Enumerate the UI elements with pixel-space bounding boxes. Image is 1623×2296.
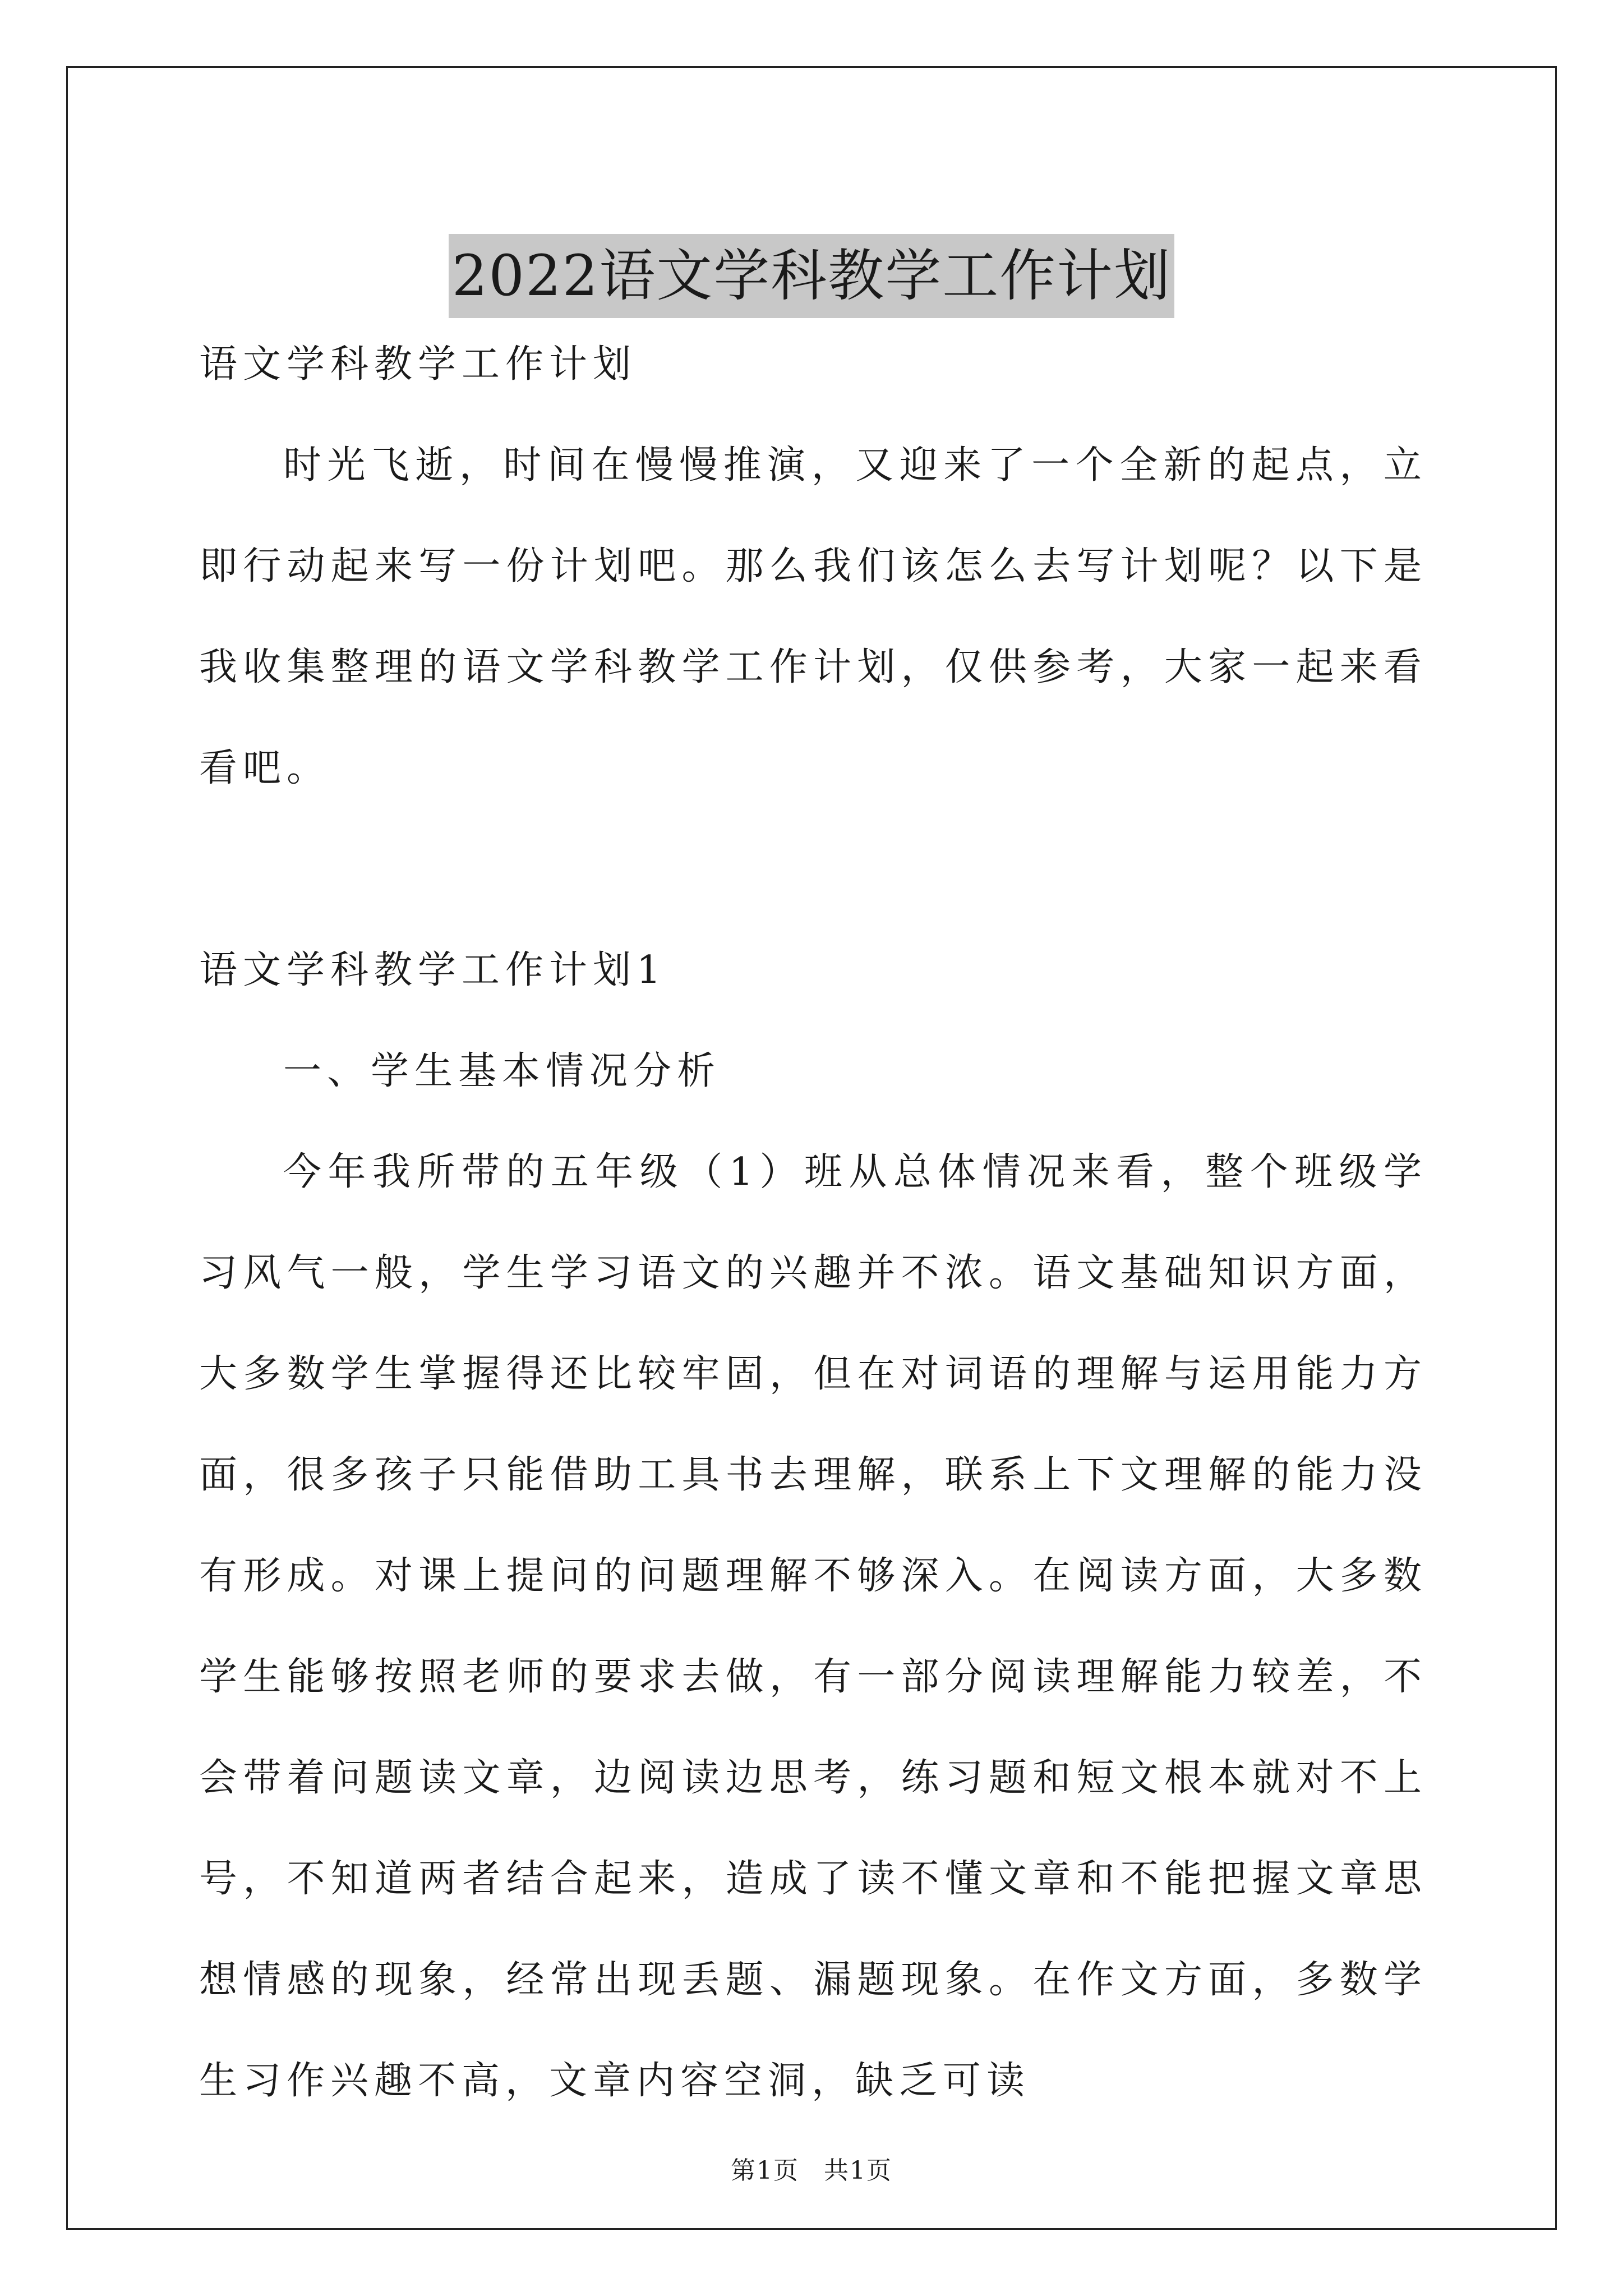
subtitle: 语文学科教学工作计划: [199, 342, 637, 386]
document-body: [199, 314, 1427, 2132]
page-footer: [0, 2154, 1623, 2188]
paragraph-gap: [199, 819, 1427, 920]
document-title: 2022语文学科教学工作计划: [449, 234, 1175, 318]
page-number: 第1页: [731, 2156, 799, 2185]
subsection-title: 一、学生基本情况分析: [283, 1049, 721, 1093]
section-title: 语文学科教学工作计划1: [199, 948, 667, 992]
page-count: 共1页: [824, 2156, 892, 2185]
intro-paragraph: 时光飞逝，时间在慢慢推演，又迎来了一个全新的起点，立即行动起来写一份计划吧。那么我们该怎么去写计划呢？以下是我收集整理的语文学科教学工作计划，仅供参考，大家一起来看看吧。: [199, 443, 1427, 790]
body-paragraph: 今年我所带的五年级（1）班从总体情况来看，整个班级学习风气一般，学生学习语文的兴趣并不浓。语文基础知识方面，大多数学生掌握得还比较牢固，但在对词语的理解与运用能力方面，很多孩子只能借助工具书去理解，联系上下文理解的能力没有形成。对课上提问的问题理解不够深入。在阅读方面，大多数学生能够按照老师的要求去做，有一部分阅读理解能力较差，不会带着问题读文章，边阅读边思考，练习题和短文根本就对不上号，不知道两者结合起来，造成了读不懂文章和不能把握文章思想情感的现象，经常出现丢题、漏题现象。在作文方面，多数学生习作兴趣不高，文章内容空洞，缺乏可读: [199, 1150, 1427, 2103]
